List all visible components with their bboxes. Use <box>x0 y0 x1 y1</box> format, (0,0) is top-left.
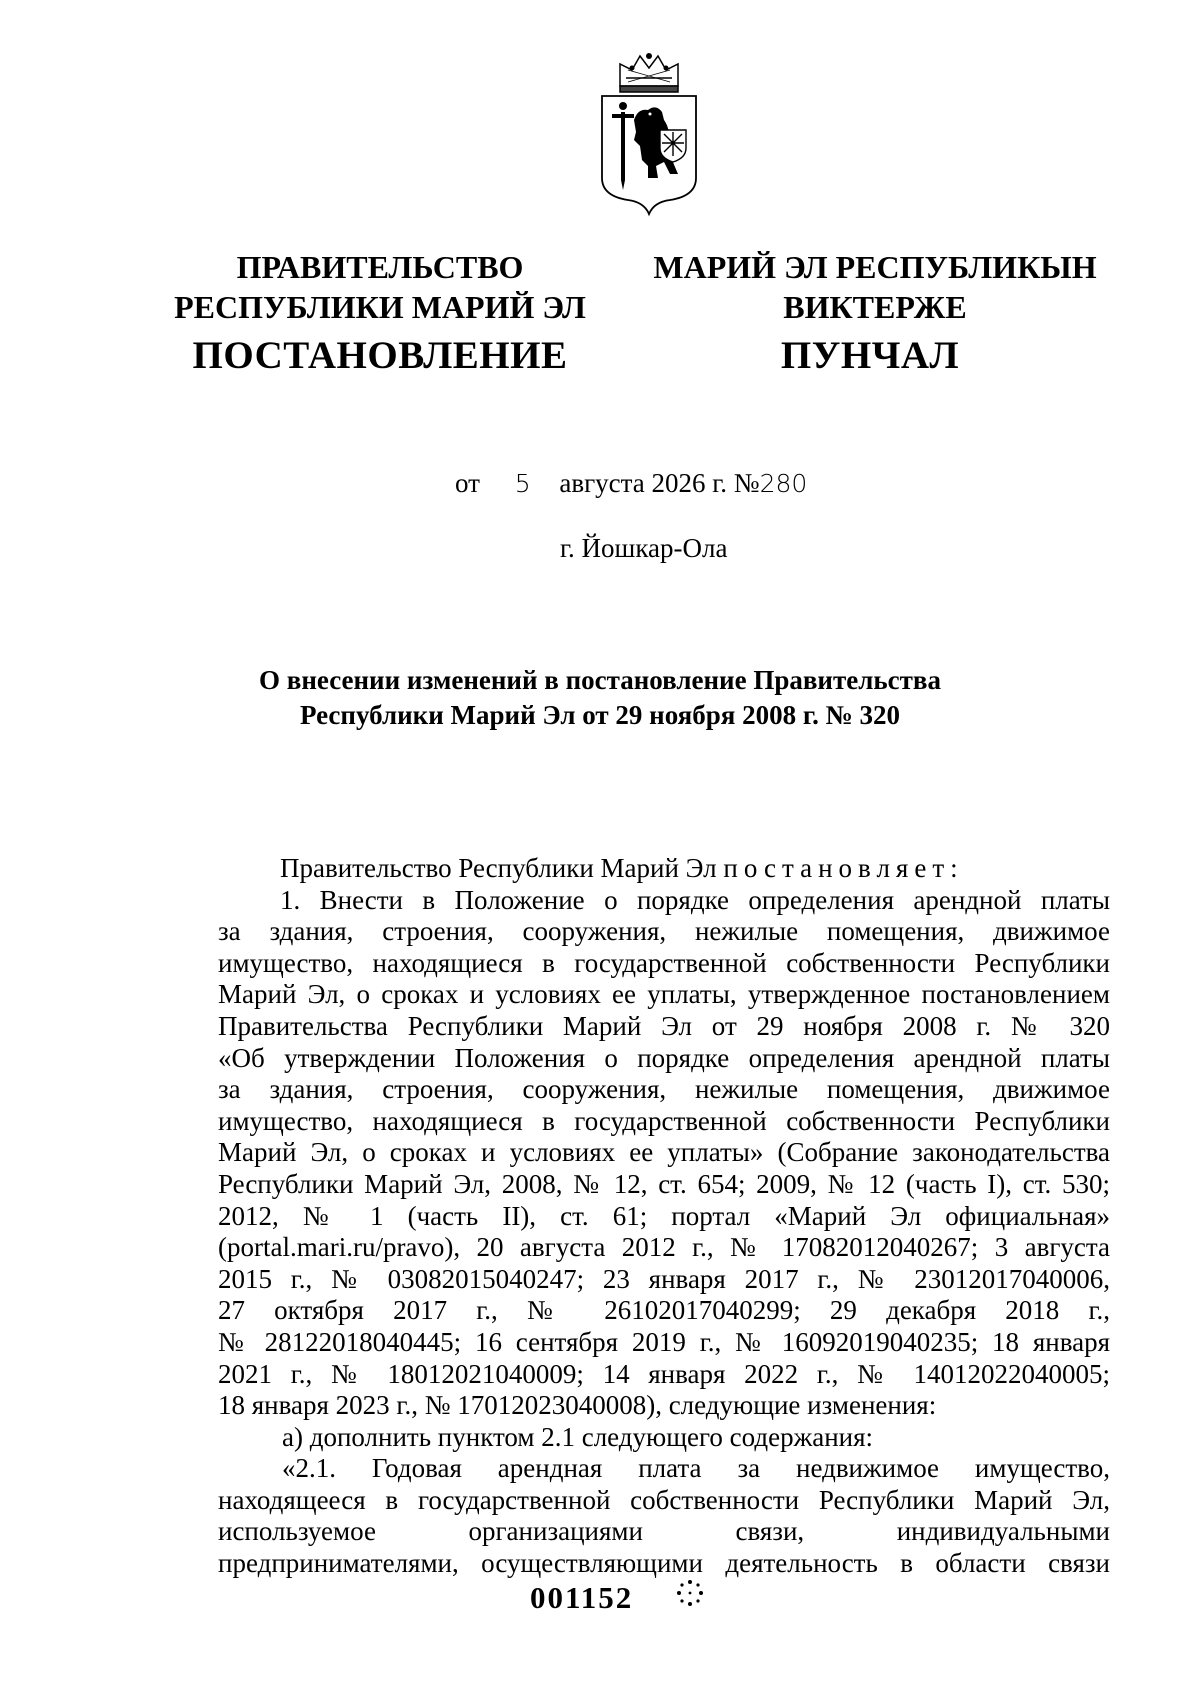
city-name: г. Йошкар-Ола <box>560 533 728 563</box>
preamble-text: Правительство Республики Марий Эл <box>280 853 724 883</box>
body-line: используемое организациями связи, индивидуальными <box>218 1516 1110 1547</box>
preamble-decree: постановляет: <box>723 853 964 883</box>
body-line: 18 января 2023 г., № 17012023040008), следующие изменения: <box>218 1390 937 1421</box>
date-day: 5 <box>514 469 531 498</box>
body-line: 27 октября 2017 г., № 26102017040299; 29 декабря 2018 г., <box>218 1295 1110 1326</box>
body-line: находящееся в государственной собственности Республики Марий Эл, <box>218 1484 1110 1515</box>
body-line: 1. Внести в Положение о порядке определения арендной платы <box>280 884 1110 915</box>
subject-line2: Республики Марий Эл от 29 ноября 2008 г. № 320 <box>299 700 901 730</box>
body-line: предпринимателями, осуществляющими деятельность в области связи <box>218 1548 1110 1579</box>
subject-line1: О внесении изменений в постановление Правительства <box>259 665 941 695</box>
coat-of-arms-mari-el-icon <box>590 48 708 224</box>
body-line: № 28122018040445; 16 сентября 2019 г., № 16092019040235; 18 января <box>218 1326 1110 1357</box>
body-line: «2.1. Годовая арендная плата за недвижимое имущество, <box>282 1453 1110 1484</box>
document-type-title-mari: ПУНЧАЛ <box>780 334 960 377</box>
document-number: 280 <box>759 469 808 498</box>
body-line: Марий Эл, о сроках и условиях ее уплаты» (Собрание законодательства <box>218 1137 1110 1168</box>
document-subject <box>200 663 1000 733</box>
header-right-line1: МАРИЙ ЭЛ РЕСПУБЛИКЫН <box>653 249 1097 285</box>
body-line: Республики Марий Эл, 2008, № 12, ст. 654; 2009, № 12 (часть I), ст. 530; <box>218 1168 1110 1199</box>
body-line: за здания, строения, сооружения, нежилые помещения, движимое <box>218 1074 1110 1105</box>
body-line: имущество, находящиеся в государственной собственности Республики <box>218 1105 1110 1136</box>
body-line: за здания, строения, сооружения, нежилые помещения, движимое <box>218 916 1110 947</box>
form-serial-number: 001152 <box>530 1580 634 1615</box>
body-line: (portal.mari.ru/pravo), 20 августа 2012 г., № 17082012040267; 3 августа <box>218 1232 1110 1263</box>
document-body <box>218 853 1110 1580</box>
body-preamble <box>218 853 1110 885</box>
date-prefix: от <box>455 468 480 498</box>
body-line: Правительства Республики Марий Эл от 29 ноября 2008 г. № 320 <box>218 1010 1110 1041</box>
body-line: Марий Эл, о сроках и условиях ее уплаты, утвержденное постановлением <box>218 979 1110 1010</box>
header-left <box>160 247 600 327</box>
header-left-line1: ПРАВИТЕЛЬСТВО <box>236 249 524 285</box>
body-line: а) дополнить пунктом 2.1 следующего содержания: <box>282 1421 874 1452</box>
body-line: 2015 г., № 03082015040247; 23 января 2017 г., № 23012017040006, <box>218 1263 1110 1294</box>
date-line <box>455 468 807 499</box>
header-right-line2: ВИКТЕРЖЕ <box>783 289 967 325</box>
security-mark-icon <box>675 1578 705 1608</box>
document-type-title: ПОСТАНОВЛЕНИЕ <box>192 334 568 377</box>
body-line: 2012, № 1 (часть II), ст. 61; портал «Марий Эл официальная» <box>218 1200 1110 1231</box>
date-month-year: августа 2026 г. № <box>559 468 760 498</box>
body-line: «Об утверждении Положения о порядке определения арендной платы <box>218 1042 1110 1073</box>
body-line: 2021 г., № 18012021040009; 14 января 2022 г., № 14012022040005; <box>218 1358 1110 1389</box>
header-right <box>640 247 1110 327</box>
header-left-line2: РЕСПУБЛИКИ МАРИЙ ЭЛ <box>174 289 586 325</box>
body-line: имущество, находящиеся в государственной собственности Республики <box>218 947 1110 978</box>
